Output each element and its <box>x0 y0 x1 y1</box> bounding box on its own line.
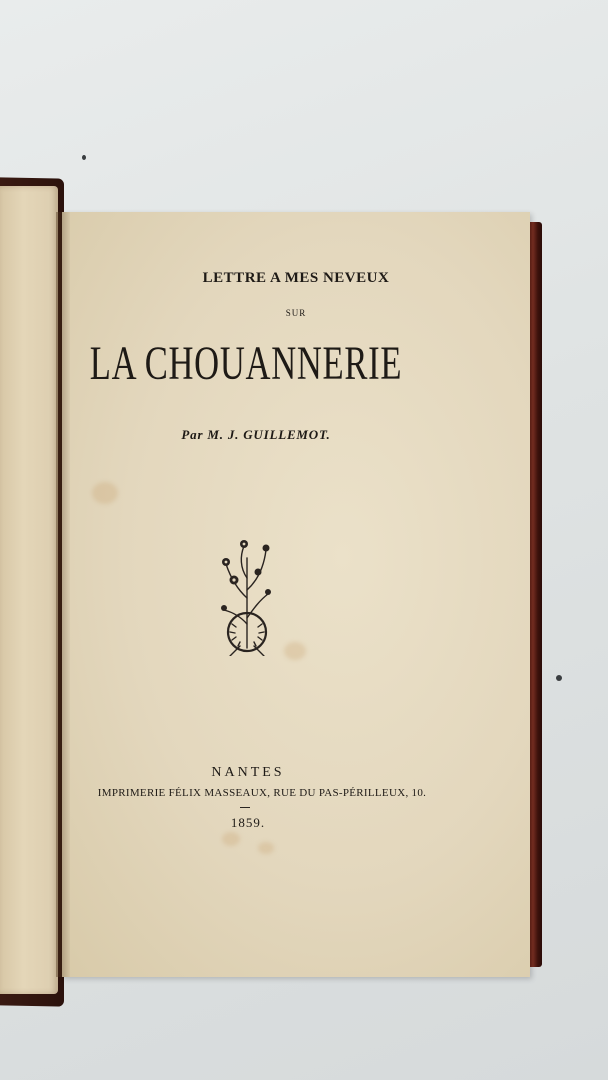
foxing-spot <box>284 642 306 660</box>
foxing-spot <box>222 832 240 846</box>
heading-small: LETTRE A MES NEVEUX <box>202 270 390 286</box>
author-line: Par M. J. GUILLEMOT. <box>181 427 331 442</box>
foxing-spot <box>92 482 118 504</box>
publisher-printer: IMPRIMERIE FÉLIX MASSEAUX, RUE DU PAS-PÉRILLEUX, 10. <box>97 787 427 799</box>
left-page <box>0 186 58 994</box>
publisher-city: NANTES <box>211 765 285 780</box>
heading-main: LA CHOUANNERIE <box>89 337 403 390</box>
foxing-spot <box>258 842 274 854</box>
right-cover-edge <box>528 222 542 967</box>
heading-sur: SUR <box>285 308 307 318</box>
page-gutter <box>56 212 70 977</box>
rule-divider <box>240 807 250 808</box>
publication-year: 1859. <box>230 815 266 830</box>
title-page <box>62 212 530 977</box>
floral-wreath-vignette-icon <box>218 528 276 656</box>
